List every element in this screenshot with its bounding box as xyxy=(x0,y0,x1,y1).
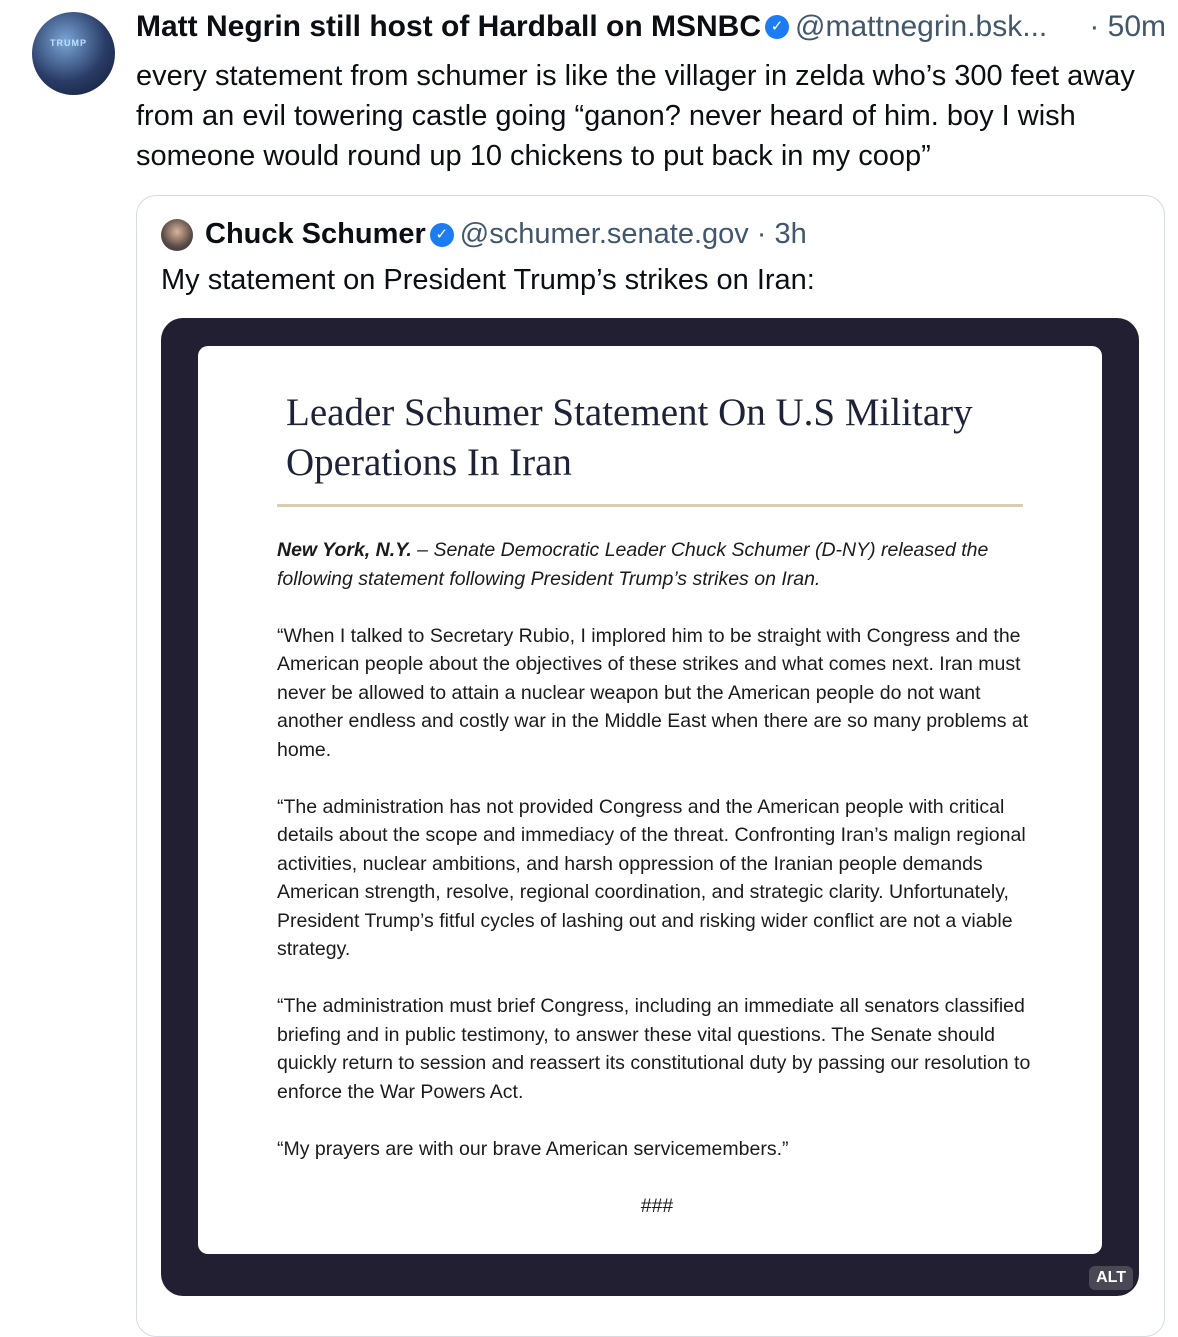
quote-time[interactable]: · 3h xyxy=(756,218,807,250)
post-header xyxy=(136,10,1166,44)
avatar-sign: TRUMP xyxy=(50,38,87,48)
statement-document xyxy=(198,346,1102,1254)
statement-image[interactable] xyxy=(161,318,1139,1296)
author-avatar[interactable] xyxy=(32,12,115,95)
end-mark: ### xyxy=(640,1194,674,1217)
statement-title: Leader Schumer Statement On U.S Military Operations In Iran xyxy=(286,391,973,484)
verified-icon: ✓ xyxy=(765,15,789,39)
quote-author[interactable]: Chuck Schumer xyxy=(205,218,426,250)
quote-handle[interactable]: @schumer.senate.gov xyxy=(459,218,749,250)
paragraph: “The administration has not provided Congress and the American people with critical details about the scope and immediacy of the threat. Confronting Iran’s malign regional activities, nuclear ambitions, and harsh oppression of the Iranian people demands American strength, resolve, regional coordination, and strategic clarity. Unfortunately, President Trump’s fitful cycles of lashing out and risking wider conflict are not a viable strategy. xyxy=(277,795,1026,960)
paragraph: “The administration must brief Congress, including an immediate all senators classified briefing and in public testimony, to answer these vital questions. The Senate should quickly return to session and reassert its constitutional duty by passing our resolution to enforce the War Powers Act. xyxy=(277,995,1031,1103)
quote-avatar[interactable] xyxy=(161,219,193,251)
paragraph: “When I talked to Secretary Rubio, I implored him to be straight with Congress and the American people about the objectives of these strikes and what comes next. Iran must never be allowed to attain a nuclear weapon but the American people do not want another endless and costly war in the Middle East when there are so many problems at home. xyxy=(277,624,1029,761)
dateline: New York, N.Y. xyxy=(277,539,412,561)
lead-text: – Senate Democratic Leader Chuck Schumer (D-NY) released the following statement following President Trump’s strikes on Iran. xyxy=(277,539,989,590)
paragraph: “My prayers are with our brave American servicemembers.” xyxy=(277,1137,789,1160)
lead-paragraph xyxy=(277,536,1037,593)
author-handle[interactable]: @mattnegrin.bsk... xyxy=(795,10,1048,43)
post-time[interactable]: · 50m xyxy=(1089,10,1166,43)
alt-text-button[interactable]: ALT xyxy=(1089,1266,1133,1290)
verified-icon: ✓ xyxy=(430,223,454,247)
quoted-post[interactable] xyxy=(136,195,1165,1337)
post-text: every statement from schumer is like the villager in zelda who’s 300 feet away from an evil towering castle going “ganon? never heard of him. boy I wish someone would round up 10 chickens to put back in my coop” xyxy=(136,60,1135,172)
author-name[interactable]: Matt Negrin still host of Hardball on MSNBC xyxy=(136,10,762,43)
divider xyxy=(277,504,1023,507)
quote-text: My statement on President Trump’s strikes on Iran: xyxy=(161,264,815,296)
